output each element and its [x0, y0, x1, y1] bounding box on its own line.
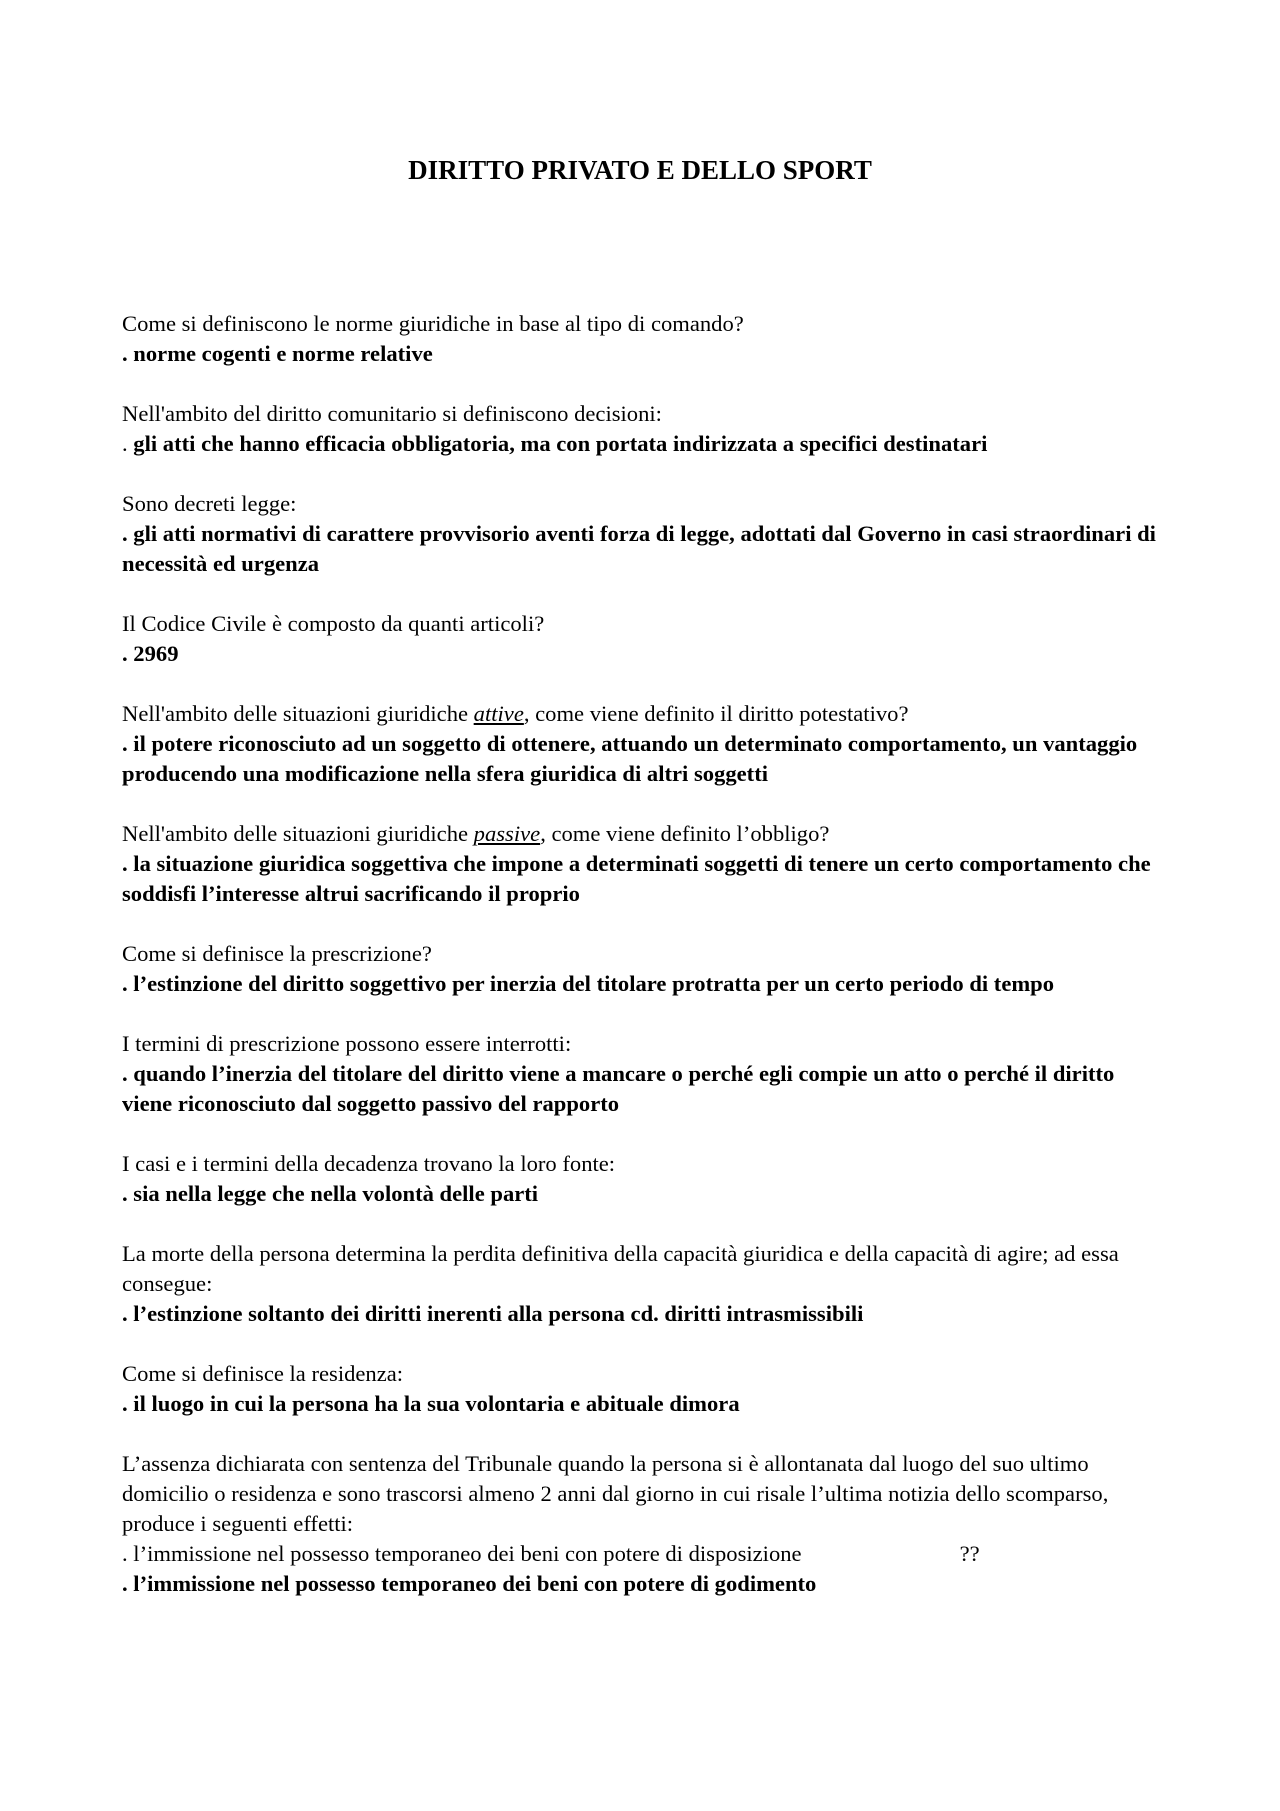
qa-item [122, 1449, 1162, 1599]
qa-item [122, 939, 1162, 999]
answer-text: . l’estinzione del diritto soggettivo per inerzia del titolare protratta per un certo periodo di tempo [122, 971, 1055, 996]
answer-text: . gli atti normativi di carattere provvisorio aventi forza di legge, adottati dal Governo in casi straordinari di necessità ed urgenza [122, 521, 1156, 576]
qa-item [122, 1359, 1162, 1419]
qa-item [122, 1149, 1162, 1209]
question-text: Nell'ambito del diritto comunitario si definiscono decisioni: [122, 401, 662, 426]
answer-prefix: . [122, 431, 134, 456]
answer-text: . norme cogenti e norme relative [122, 341, 433, 366]
question-part: Nell'ambito delle situazioni giuridiche [122, 821, 474, 846]
question-text: Come si definisce la prescrizione? [122, 941, 432, 966]
question-text [122, 699, 1162, 729]
question-text: Il Codice Civile è composto da quanti articoli? [122, 611, 545, 636]
question-emphasis: passive [473, 821, 541, 846]
question-part: Nell'ambito delle situazioni giuridiche [122, 701, 474, 726]
question-text: I termini di prescrizione possono essere interrotti: [122, 1031, 572, 1056]
qa-item [122, 399, 1162, 459]
document-title: DIRITTO PRIVATO E DELLO SPORT [408, 155, 872, 185]
wrong-option-line [122, 1539, 1162, 1569]
qa-item [122, 699, 1162, 789]
answer-text: . quando l’inerzia del titolare del diritto viene a mancare o perché egli compie un atto o perché il diritto viene riconosciuto dal soggetto passivo del rapporto [122, 1061, 1115, 1116]
question-part: , come viene definito il diritto potestativo? [523, 701, 909, 726]
qa-list [122, 309, 1162, 1629]
question-text: Come si definisce la residenza: [122, 1361, 404, 1386]
question-text [122, 819, 1162, 849]
answer-line [122, 429, 1162, 459]
uncertain-mark: ?? [959, 1541, 980, 1566]
question-part: , come viene definito l’obbligo? [540, 821, 830, 846]
question-text: Sono decreti legge: [122, 491, 297, 516]
answer-text: . 2969 [122, 641, 179, 666]
answer-text: gli atti che hanno efficacia obbligatoria, ma con portata indirizzata a specifici destinatari [133, 431, 988, 456]
answer-text: . il luogo in cui la persona ha la sua volontaria e abituale dimora [122, 1391, 740, 1416]
qa-item [122, 309, 1162, 369]
question-text: I casi e i termini della decadenza trovano la loro fonte: [122, 1151, 616, 1176]
answer-text: . il potere riconosciuto ad un soggetto di ottenere, attuando un determinato comportamento, un vantaggio producendo una modificazione nella sfera giuridica di altri soggetti [122, 731, 1138, 786]
question-emphasis: attive [473, 701, 524, 726]
question-text: La morte della persona determina la perdita definitiva della capacità giuridica e della capacità di agire; ad essa consegue: [122, 1241, 1119, 1296]
question-text: L’assenza dichiarata con sentenza del Tribunale quando la persona si è allontanata dal luogo del suo ultimo domicilio o residenza e sono trascorsi almeno 2 anni dal giorno in cui risale l’ultima notizia dello scomparso, produce i seguenti effetti: [122, 1451, 1109, 1536]
qa-item [122, 1239, 1162, 1329]
question-text: Come si definiscono le norme giuridiche in base al tipo di comando? [122, 311, 744, 336]
answer-text: . la situazione giuridica soggettiva che impone a determinati soggetti di tenere un certo comportamento che soddisfi l’interesse altrui sacrificando il proprio [122, 851, 1151, 906]
qa-item [122, 819, 1162, 909]
qa-item [122, 489, 1162, 579]
qa-item [122, 609, 1162, 669]
wrong-option-text: . l’immissione nel possesso temporaneo dei beni con potere di disposizione [122, 1541, 802, 1566]
answer-text: . l’estinzione soltanto dei diritti inerenti alla persona cd. diritti intrasmissibili [122, 1301, 864, 1326]
qa-item [122, 1029, 1162, 1119]
answer-text: . sia nella legge che nella volontà delle parti [122, 1181, 539, 1206]
answer-text: . l’immissione nel possesso temporaneo dei beni con potere di godimento [122, 1571, 817, 1596]
